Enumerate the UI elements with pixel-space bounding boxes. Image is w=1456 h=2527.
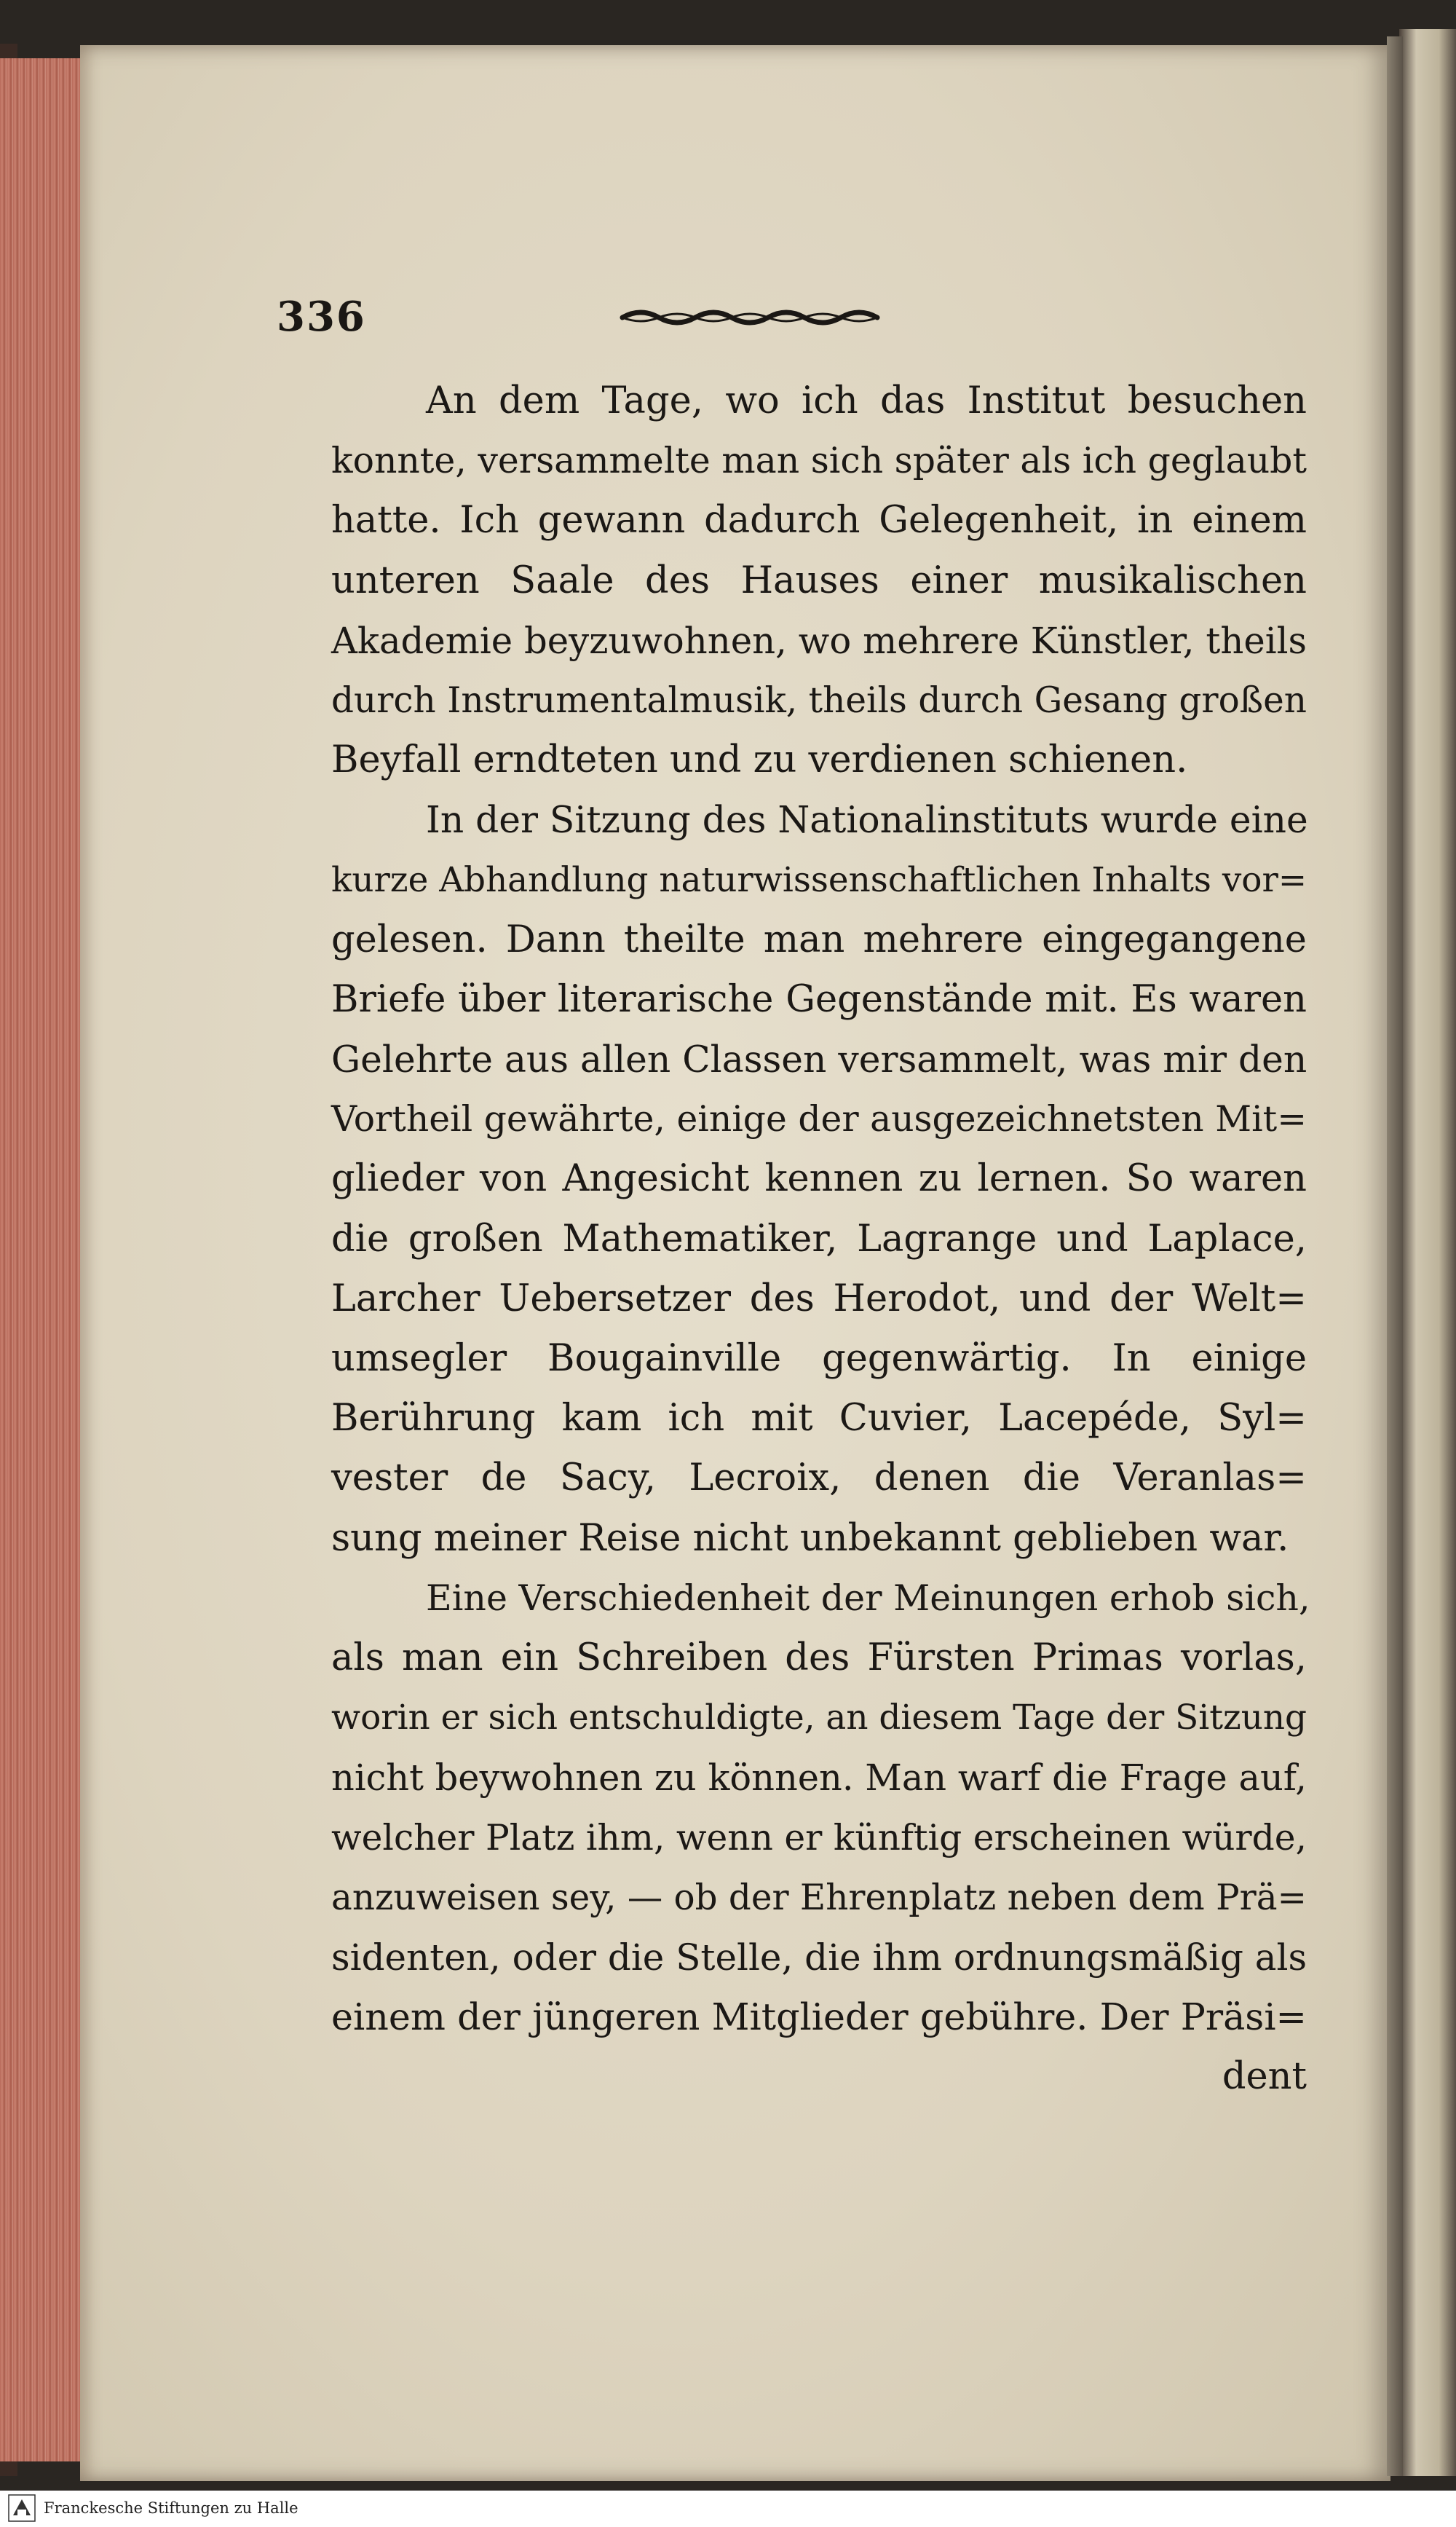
page-header (277, 293, 932, 351)
catchword: dent (1222, 2055, 1307, 2099)
text-line: Briefe über literarische Gegenstände mit. Es waren (331, 977, 1307, 1021)
text-line: durch Instrumentalmusik, theils durch Gesang großen (331, 679, 1307, 721)
text-line: An dem Tage, wo ich das Institut besuchen (426, 379, 1307, 422)
text-line: Beyfall erndteten und zu verdienen schienen. (331, 738, 1188, 782)
text-line: glieder von Angesicht kennen zu lernen. So waren (331, 1157, 1307, 1201)
text-line: worin er sich entschuldigte, an diesem Tage der Sitzung (331, 1698, 1307, 1738)
page-number: 336 (277, 293, 366, 341)
body-text (331, 371, 1310, 2107)
header-ornament-icon (619, 301, 881, 331)
institution-logo-icon (7, 2494, 36, 2523)
text-line: welcher Platz ihm, wenn er künftig erscheinen würde, (331, 1817, 1307, 1858)
text-line: hatte. Ich gewann dadurch Gelegenheit, in einem (331, 499, 1307, 543)
text-line: gelesen. Dann theilte man mehrere eingegangene (331, 918, 1307, 961)
book-page-edges (0, 58, 89, 2461)
book-gutter (1387, 36, 1403, 2476)
text-line: nicht beywohnen zu können. Man warf die Frage auf, (331, 1757, 1307, 1799)
footer-credit: Franckesche Stiftungen zu Halle (44, 2499, 298, 2517)
text-line: Gelehrte aus allen Classen versammelt, was mir den (331, 1038, 1307, 1081)
text-line: vester de Sacy, Lecroix, denen die Veranlas= (331, 1456, 1307, 1500)
text-line: die großen Mathematiker, Lagrange und Laplace, (331, 1217, 1307, 1261)
text-line: anzuweisen sey, — ob der Ehrenplatz neben dem Prä= (331, 1877, 1307, 1918)
footer-bar (0, 2491, 1456, 2527)
text-line: kurze Abhandlung naturwissenschaftlichen Inhalts vor= (331, 860, 1307, 900)
text-line: unteren Saale des Hauses einer musikalischen (331, 559, 1307, 602)
text-line: als man ein Schreiben des Fürsten Primas vorlas, (331, 1636, 1307, 1679)
text-line: Vortheil gewährte, einige der ausgezeichnetsten Mit= (331, 1099, 1307, 1140)
facing-page-edge (1399, 29, 1456, 2476)
text-line: umsegler Bougainville gegenwärtig. In einige (331, 1337, 1307, 1380)
text-line: konnte, versammelte man sich später als ich geglaubt (331, 440, 1307, 482)
text-line: In der Sitzung des Nationalinstituts wurde eine (426, 798, 1308, 842)
text-line: sung meiner Reise nicht unbekannt geblieben war. (331, 1516, 1289, 1560)
text-line: Berührung kam ich mit Cuvier, Lacepéde, Syl= (331, 1397, 1307, 1440)
text-line: Akademie beyzuwohnen, wo mehrere Künstler, theils (331, 619, 1307, 662)
text-line: einem der jüngeren Mitglieder gebühre. Der Präsi= (331, 1995, 1307, 2039)
text-line: Larcher Uebersetzer des Herodot, und der Welt= (331, 1277, 1307, 1320)
text-line: sidenten, oder die Stelle, die ihm ordnungsmäßig als (331, 1936, 1307, 1979)
text-line: Eine Verschiedenheit der Meinungen erhob sich, (426, 1577, 1310, 1619)
